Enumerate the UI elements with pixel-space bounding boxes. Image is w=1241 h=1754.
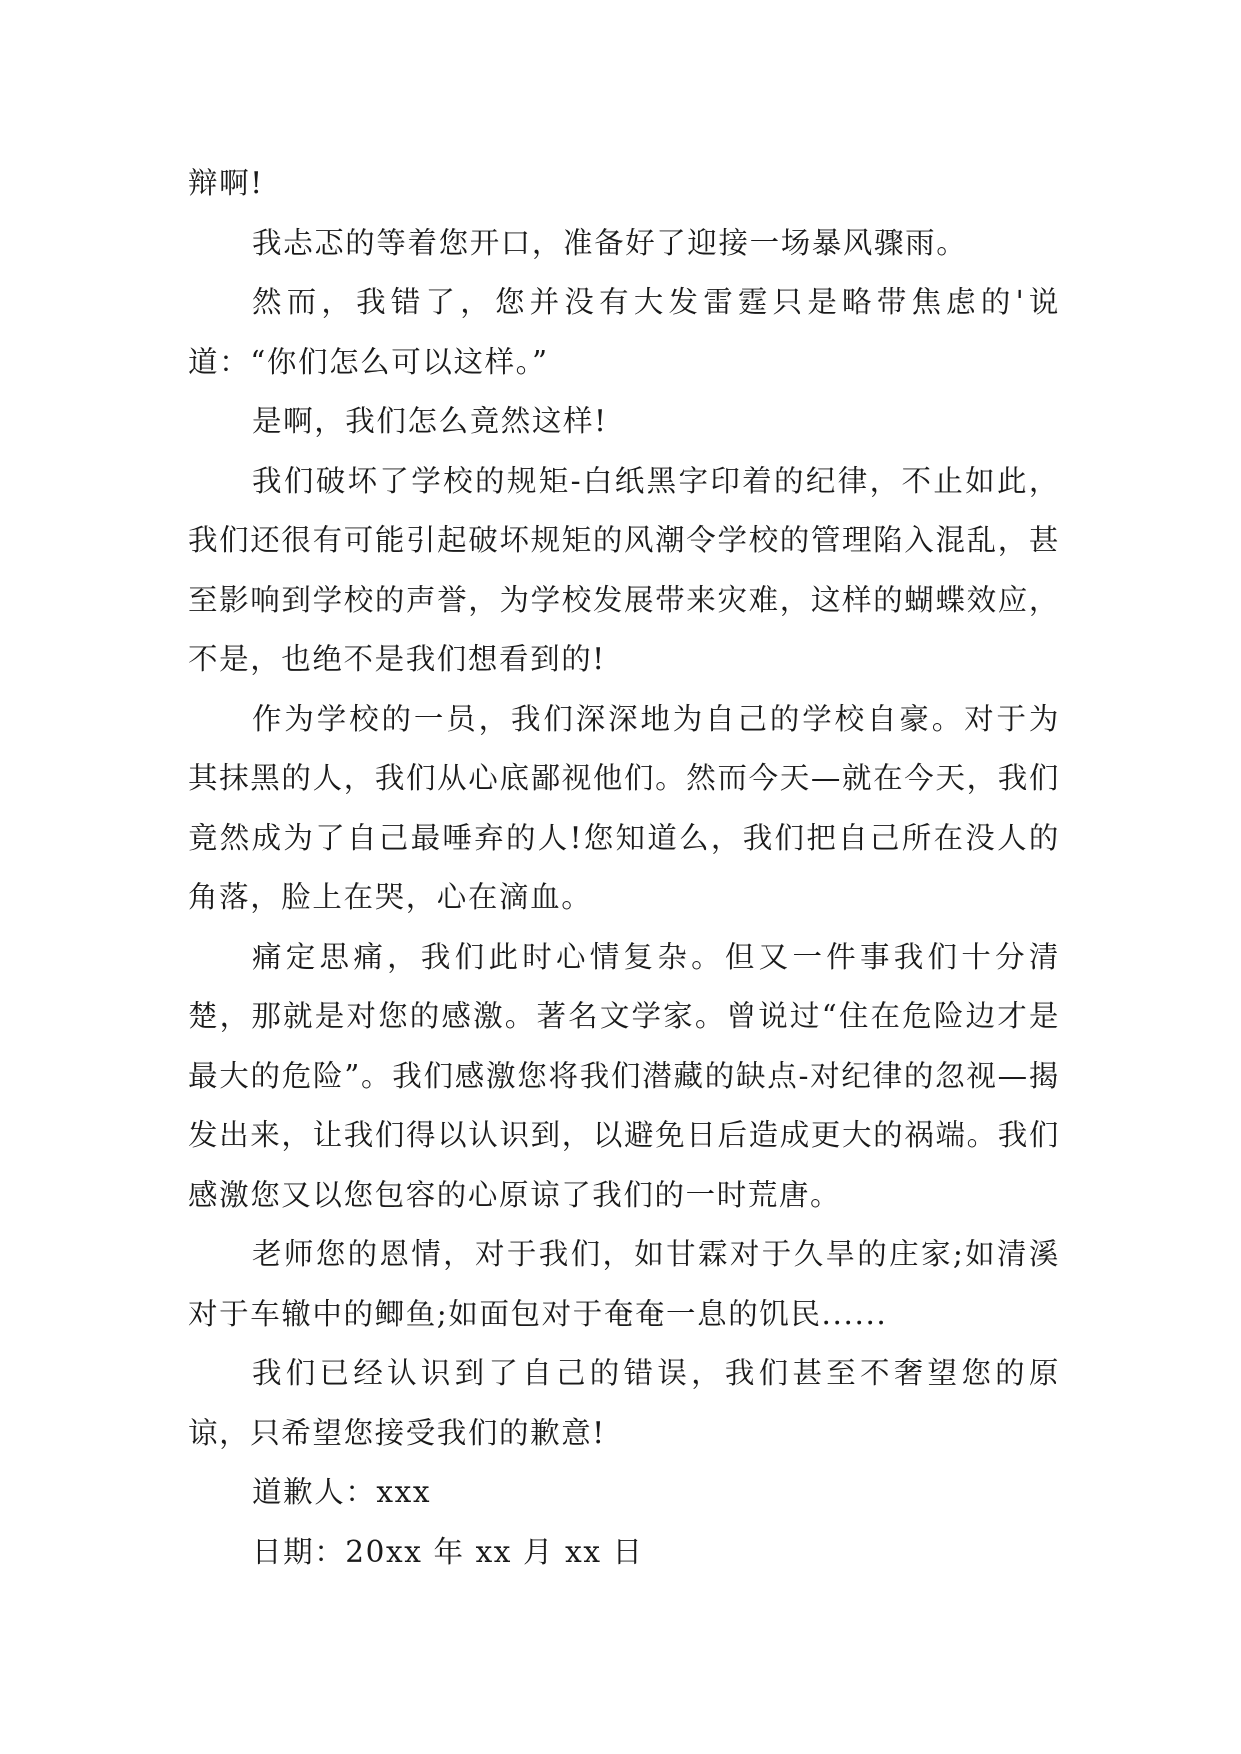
signature-line: 道歉人：xxx [252, 1475, 432, 1509]
paragraph-reflection: 是啊，我们怎么竟然这样! [252, 404, 608, 438]
paragraph-teacher-kindness: 老师您的恩情，对于我们，如甘霖对于久旱的庄家;如清溪对于车辙中的鲫鱼;如面包对于奄奄一息的饥民...... [188, 1237, 1060, 1331]
paragraph-apology: 我们已经认识到了自己的错误，我们甚至不奢望您的原谅，只希望您接受我们的歉意! [188, 1356, 1060, 1450]
paragraph-school-pride: 作为学校的一员，我们深深地为自己的学校自豪。对于为其抹黑的人，我们从心底鄙视他们。然而今天—就在今天，我们竟然成为了自己最唾弃的人!您知道么，我们把自己所在没人的角落，脸上在哭，心在滴血。 [188, 701, 1060, 914]
paragraph-opening-fragment: 辩啊! [188, 166, 264, 200]
paragraph-broken-rules: 我们破坏了学校的规矩-白纸黑字印着的纪律，不止如此，我们还很有可能引起破坏规矩的风潮令学校的管理陷入混乱，甚至影响到学校的声誉，为学校发展带来灾难，这样的蝴蝶效应，不是，也绝不是我们想看到的! [188, 463, 1060, 676]
paragraph-waiting: 我忐忑的等着您开口，准备好了迎接一场暴风骤雨。 [252, 225, 968, 260]
date-line: 日期：20xx 年 xx 月 xx 日 [252, 1534, 644, 1569]
paragraph-teacher-reply: 然而，我错了，您并没有大发雷霆只是略带焦虑的'说道：“你们怎么可以这样。” [188, 285, 1060, 379]
letter-body [188, 154, 1060, 1582]
paragraph-gratitude: 痛定思痛，我们此时心情复杂。但又一件事我们十分清楚，那就是对您的感激。著名文学家。曾说过“住在危险边才是最大的危险”。我们感激您将我们潜藏的缺点-对纪律的忽视—揭发出来，让我们得以认识到，以避免日后造成更大的祸端。我们感激您又以您包容的心原谅了我们的一时荒唐。 [188, 939, 1060, 1212]
